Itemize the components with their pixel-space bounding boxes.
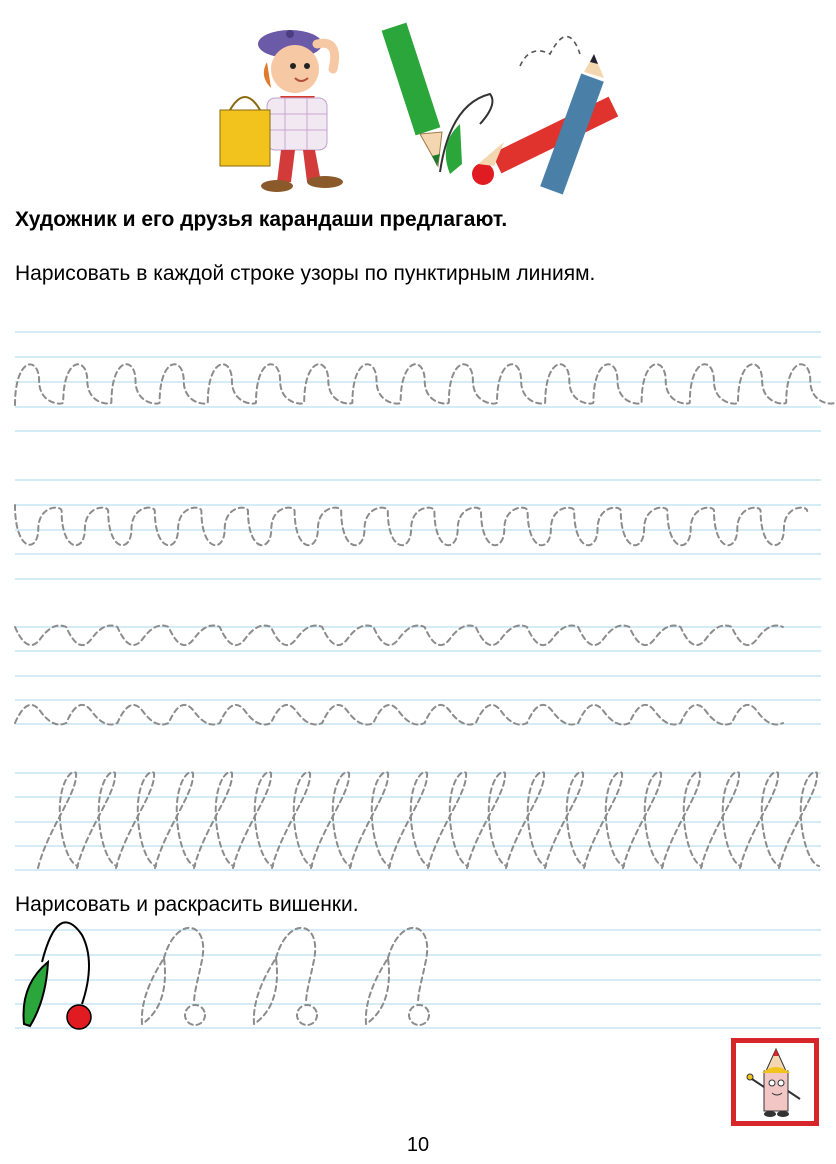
cherry-berry-outline <box>409 1005 429 1025</box>
tracing-row-small-arches <box>15 705 783 725</box>
instruction-cherries: Нарисовать и раскрасить вишенки. <box>15 893 359 916</box>
cherry-outline-2 <box>254 928 315 1024</box>
guide-lines <box>15 332 821 1028</box>
cherry-berry <box>67 1005 91 1029</box>
cherry-outline-3 <box>366 928 427 1024</box>
tracing-patterns <box>15 364 834 1025</box>
instruction-patterns: Нарисовать в каждой строке узоры по пунктирным линиям. <box>15 262 596 285</box>
tracing-row-arches <box>15 364 834 405</box>
pencil-character-icon <box>736 1043 814 1121</box>
pencil-character-badge <box>731 1038 819 1126</box>
page-heading: Художник и его друзья карандаши предлагают. <box>15 208 508 231</box>
tracing-row-small-waves <box>15 625 783 645</box>
tracing-row-garlands <box>15 505 807 545</box>
cherry-leaf <box>24 962 49 1026</box>
cherry-berry-outline <box>185 1005 205 1025</box>
page-number: 10 <box>406 1134 430 1156</box>
cherry-outline-1 <box>142 928 203 1024</box>
tracing-row-slanted-loops <box>38 772 819 868</box>
cherry-stem <box>42 922 89 1004</box>
cherry-berry-outline <box>297 1005 317 1025</box>
cherry-tracing-row <box>24 922 92 1029</box>
